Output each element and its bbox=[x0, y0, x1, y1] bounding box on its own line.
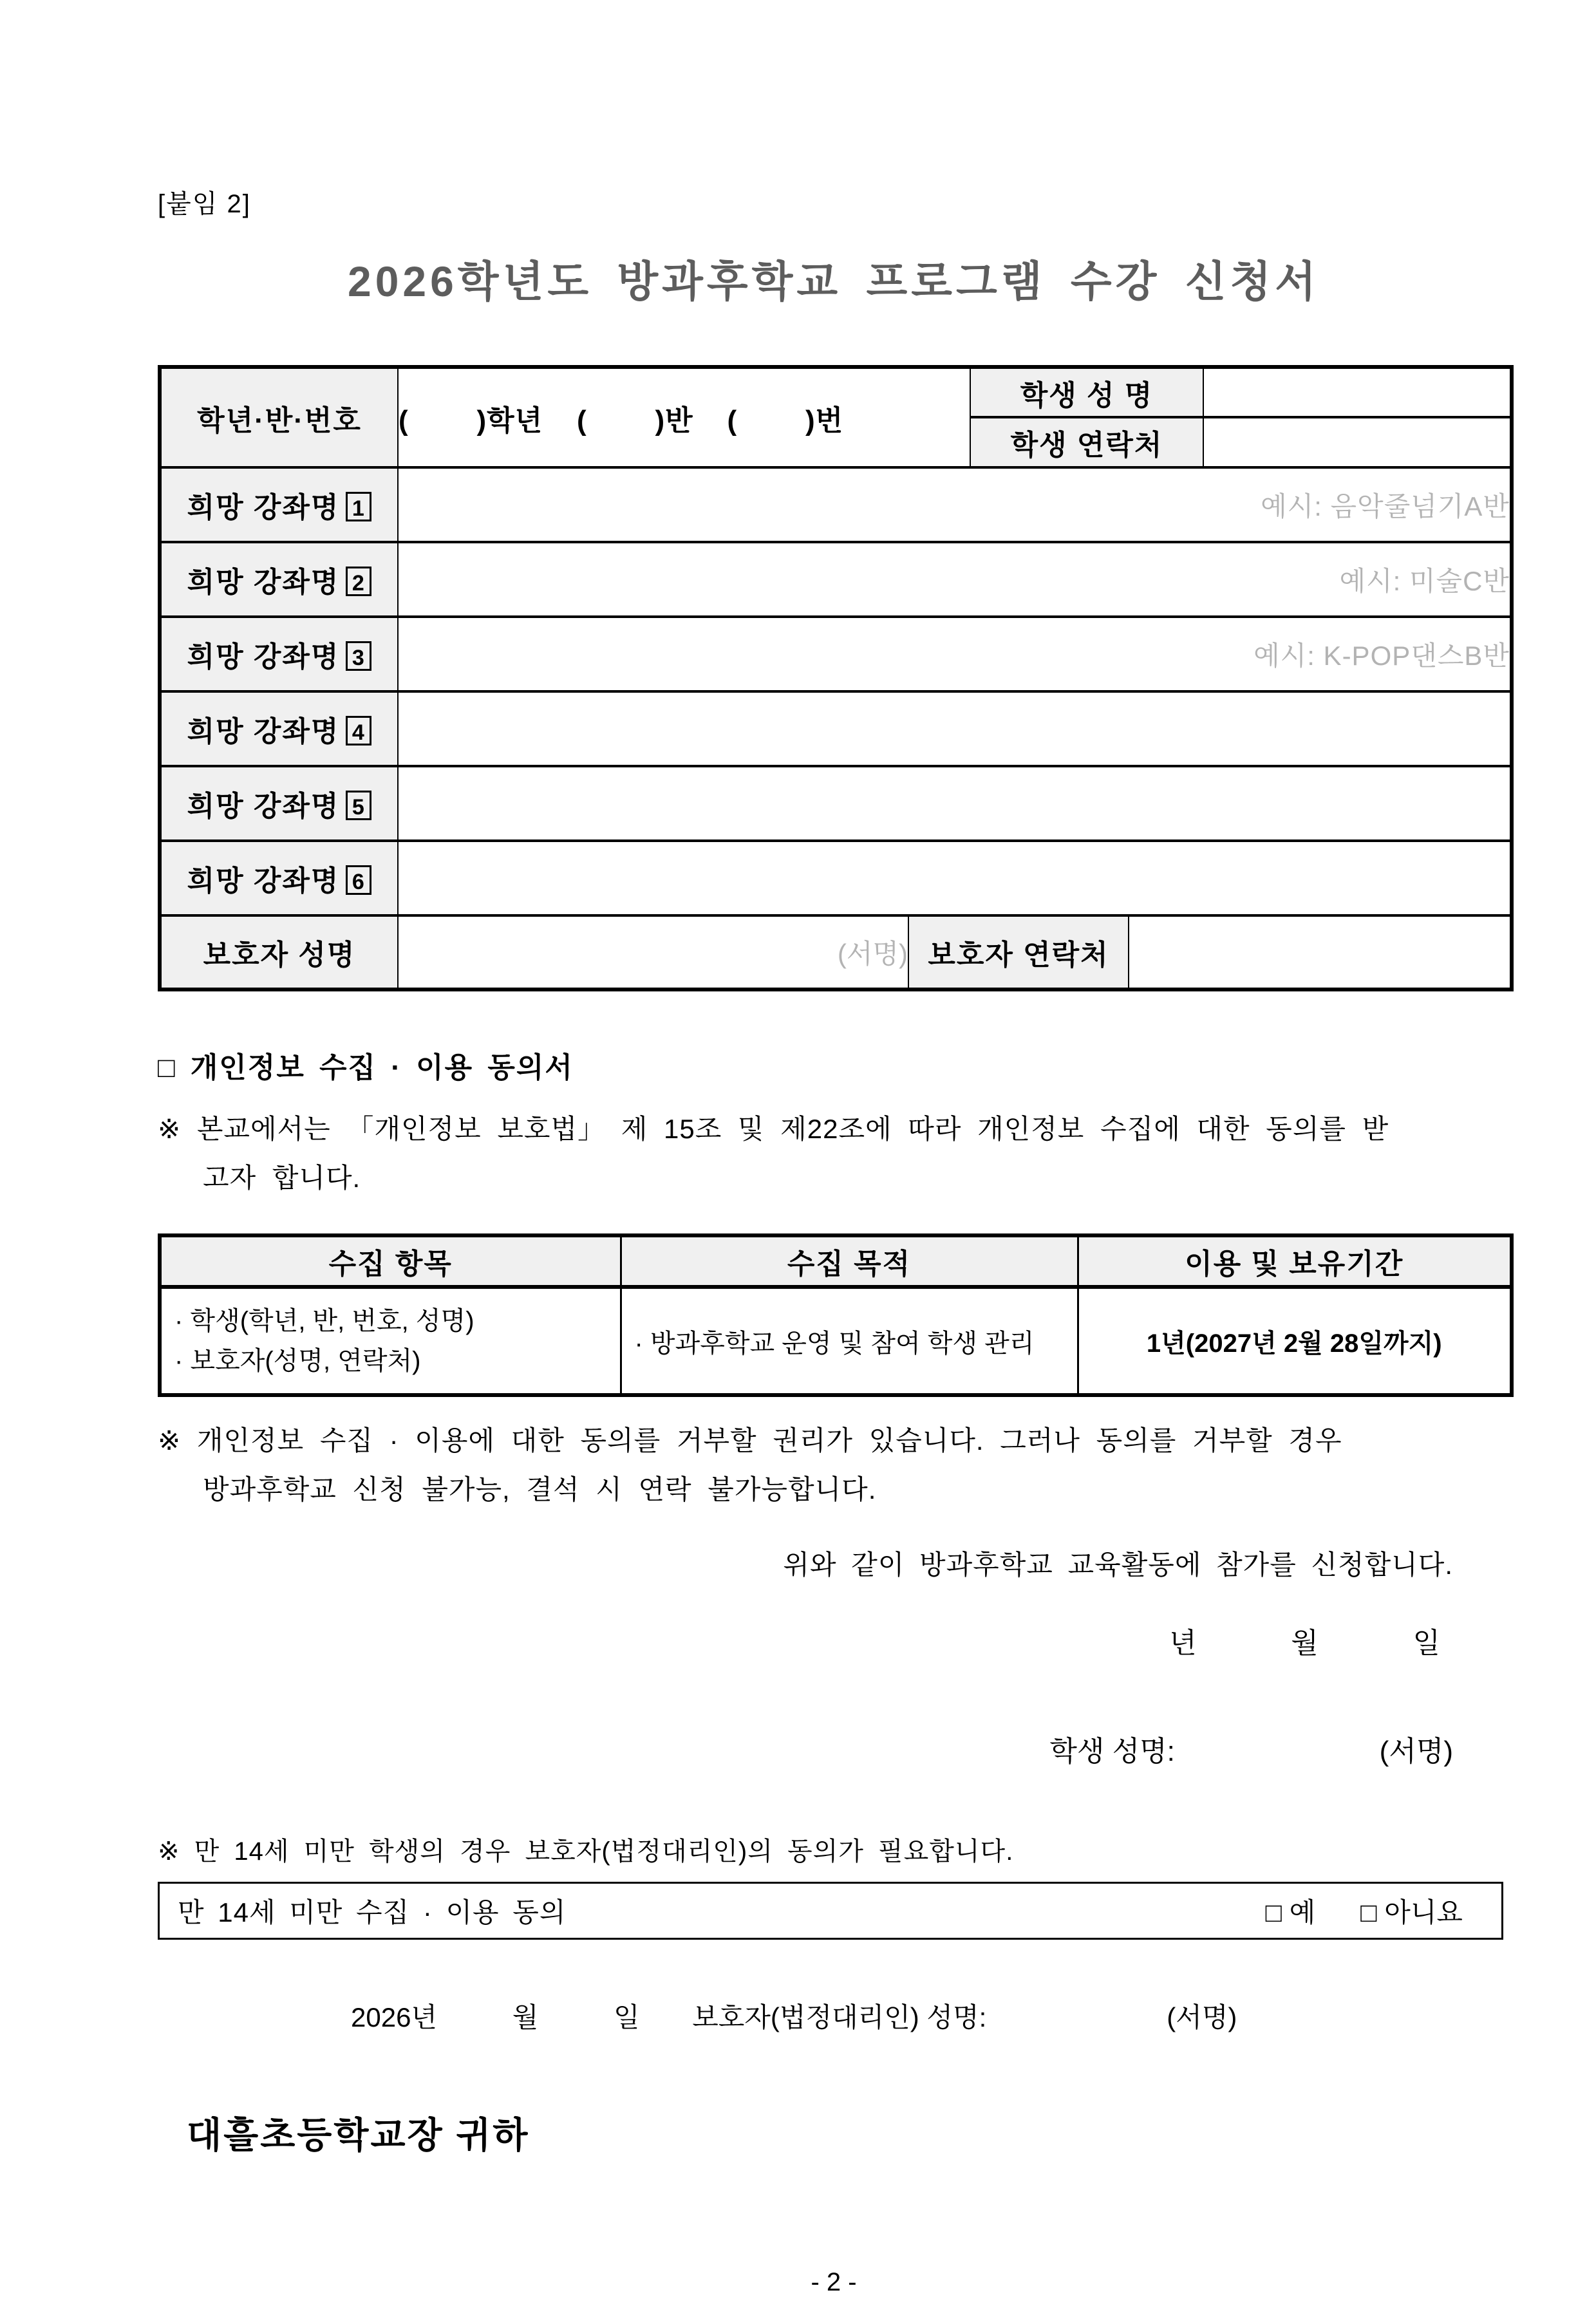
course-2-label bbox=[160, 542, 398, 617]
course-1-label bbox=[160, 467, 398, 542]
course-label-text: 희망 강좌명 bbox=[187, 567, 340, 598]
privacy-section-title: □ 개인정보 수집 · 이용 동의서 bbox=[158, 1052, 574, 1083]
under14-yes-checkbox[interactable]: □ 예 bbox=[1265, 1897, 1316, 1927]
privacy-table bbox=[158, 1233, 1514, 1397]
course-4-field[interactable] bbox=[398, 691, 1512, 766]
table-row bbox=[160, 1287, 1512, 1395]
page-number: - 2 - bbox=[811, 2268, 857, 2296]
under14-consent-box bbox=[158, 1882, 1503, 1940]
refusal-notice bbox=[158, 1416, 1510, 1514]
guardian-signature-line: 2026년 월 일 보호자(법정대리인) 성명: (서명) bbox=[351, 2002, 1237, 2032]
under14-note: ※ 만 14세 미만 학생의 경우 보호자(법정대리인)의 동의가 필요합니다. bbox=[158, 1837, 1014, 1866]
course-number-box: 6 bbox=[346, 865, 371, 895]
retention-period-header: 이용 및 보유기간 bbox=[1078, 1235, 1512, 1287]
addressee-line: 대흘초등학교장 귀하 bbox=[187, 2115, 530, 2155]
application-statement: 위와 같이 방과후학교 교육활동에 참가를 신청합니다. bbox=[783, 1550, 1453, 1580]
retention-period-cell: 1년(2027년 2월 28일까지) bbox=[1078, 1287, 1512, 1395]
student-name-field[interactable] bbox=[1203, 367, 1512, 417]
course-3-field[interactable]: 예시: K-POP댄스B반 bbox=[398, 617, 1512, 691]
table-row bbox=[160, 691, 1512, 766]
table-row bbox=[160, 841, 1512, 915]
course-4-label bbox=[160, 691, 398, 766]
student-phone-label: 학생 연락처 bbox=[970, 417, 1203, 467]
guardian-phone-label: 보호자 연락처 bbox=[908, 915, 1129, 989]
under14-consent-label: 만 14세 미만 수집 · 이용 동의 bbox=[178, 1897, 567, 1927]
guardian-name-label: 보호자 성명 bbox=[160, 915, 398, 989]
course-1-field[interactable]: 예시: 음악줄넘기A반 bbox=[398, 467, 1512, 542]
table-row bbox=[160, 915, 1512, 989]
course-label-text: 희망 강좌명 bbox=[187, 791, 340, 822]
collected-items-header: 수집 항목 bbox=[160, 1235, 621, 1287]
course-6-field[interactable] bbox=[398, 841, 1512, 915]
course-number-box: 5 bbox=[346, 791, 371, 820]
privacy-intro-line1: ※ 본교에서는 「개인정보 보호법」 제 15조 및 제22조에 따라 개인정보 수집에 대한 동의를 받 bbox=[158, 1114, 1389, 1144]
course-5-label bbox=[160, 766, 398, 841]
guardian-phone-field[interactable] bbox=[1129, 915, 1512, 989]
table-row bbox=[160, 542, 1512, 617]
table-header-row bbox=[160, 1235, 1512, 1287]
course-6-label bbox=[160, 841, 398, 915]
course-number-box: 4 bbox=[346, 716, 371, 745]
course-label-text: 희망 강좌명 bbox=[187, 492, 340, 523]
course-3-label bbox=[160, 617, 398, 691]
collected-items-line1: · 학생(학년, 반, 번호, 성명) bbox=[174, 1307, 474, 1335]
refusal-line2: 방과후학교 신청 불가능, 결석 시 연락 불가능합니다. bbox=[203, 1474, 877, 1505]
collected-items-cell bbox=[160, 1287, 621, 1395]
table-row bbox=[160, 467, 1512, 542]
attachment-label: [붙임 2] bbox=[158, 190, 251, 218]
course-label-text: 희망 강좌명 bbox=[187, 641, 340, 673]
course-number-box: 1 bbox=[346, 492, 371, 521]
table-row bbox=[160, 617, 1512, 691]
application-form-table bbox=[158, 365, 1514, 991]
privacy-intro-line2: 고자 합니다. bbox=[203, 1163, 361, 1193]
grade-class-number-field[interactable]: ( )학년 ( )반 ( )번 bbox=[398, 367, 970, 467]
page-title: 2026학년도 방과후학교 프로그램 수강 신청서 bbox=[347, 258, 1320, 305]
privacy-intro bbox=[158, 1105, 1510, 1203]
course-number-box: 3 bbox=[346, 641, 371, 671]
grade-class-number-label: 학년·반·번호 bbox=[160, 367, 398, 467]
table-row bbox=[160, 766, 1512, 841]
refusal-line1: ※ 개인정보 수집 · 이용에 대한 동의를 거부할 권리가 있습니다. 그러나 동의를 거부할 경우 bbox=[158, 1425, 1342, 1456]
course-number-box: 2 bbox=[346, 567, 371, 596]
application-date-line: 년 월 일 bbox=[1169, 1627, 1440, 1659]
student-signature-line: 학생 성명: (서명) bbox=[1049, 1736, 1453, 1767]
collected-items-line2: · 보호자(성명, 연락처) bbox=[174, 1347, 421, 1375]
course-label-text: 희망 강좌명 bbox=[187, 865, 340, 897]
under14-no-checkbox[interactable]: □ 아니요 bbox=[1360, 1897, 1463, 1927]
course-label-text: 희망 강좌명 bbox=[187, 716, 340, 747]
table-row bbox=[160, 367, 1512, 417]
page-content bbox=[158, 0, 1510, 2297]
collection-purpose-header: 수집 목적 bbox=[621, 1235, 1078, 1287]
student-phone-field[interactable] bbox=[1203, 417, 1512, 467]
course-5-field[interactable] bbox=[398, 766, 1512, 841]
collection-purpose-cell: · 방과후학교 운영 및 참여 학생 관리 bbox=[621, 1287, 1078, 1395]
student-name-label: 학생 성 명 bbox=[970, 367, 1203, 417]
course-2-field[interactable]: 예시: 미술C반 bbox=[398, 542, 1512, 617]
guardian-name-field[interactable]: (서명) bbox=[398, 915, 908, 989]
